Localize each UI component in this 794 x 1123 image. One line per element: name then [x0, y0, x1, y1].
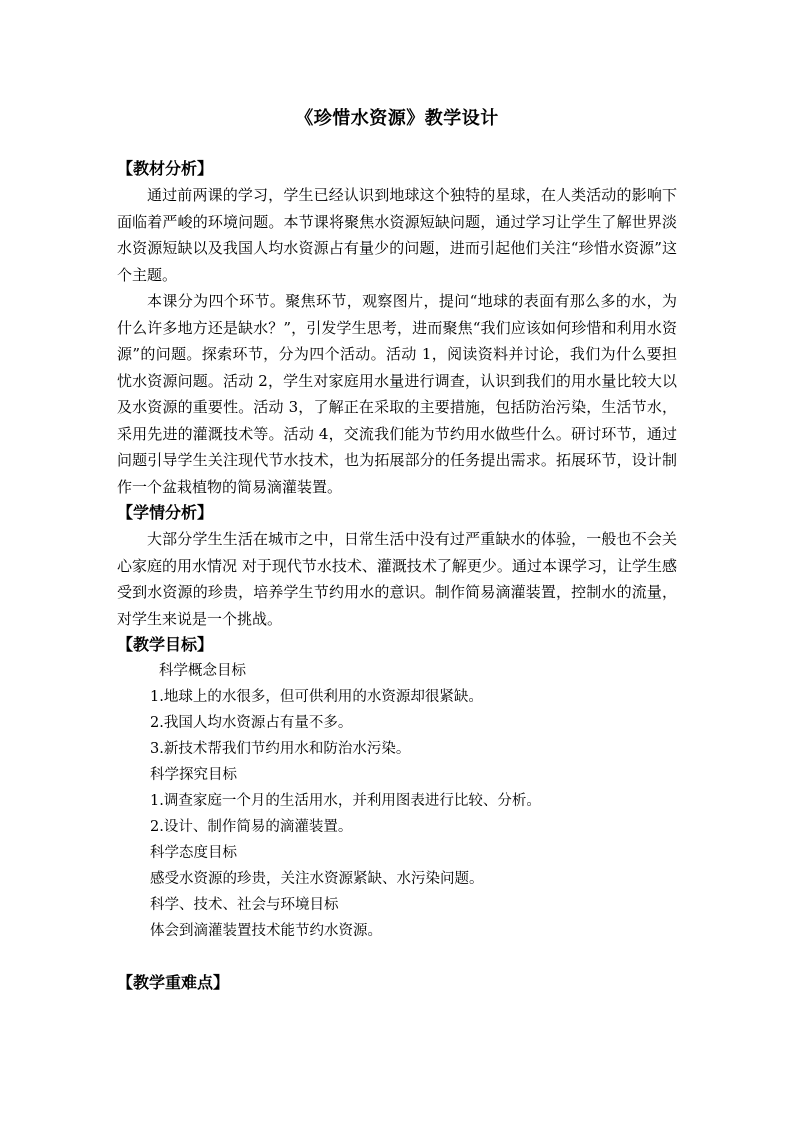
section-heading: 【教学重难点】 [117, 973, 230, 992]
goal-item: 体会到滴灌装置技术能节约水资源。 [150, 923, 382, 939]
goal-category: 科学态度目标 [150, 845, 237, 861]
document-body [117, 156, 677, 996]
section-key-difficulties [117, 970, 677, 996]
goal-category: 科学概念目标 [159, 663, 246, 679]
paragraph: 通过前两课的学习，学生已经认识到地球这个独特的星球，在人类活动的影响下面临着严峻的环境问题。本节课将聚焦水资源短缺问题，通过学习让学生了解世界淡水资源短缺以及我国人均水资源占有量少的问题，进而引起他们关注“珍惜水资源”这个主题。 [117, 186, 677, 284]
goal-item: 1.地球上的水很多，但可供利用的水资源却很紧缺。 [150, 689, 483, 705]
goal-category: 科学、技术、社会与环境目标 [150, 897, 339, 913]
blank-line [117, 944, 677, 970]
section-heading: 【学情分析】 [117, 503, 214, 522]
section-student-analysis [117, 500, 677, 632]
goal-item: 3.新技术帮我们节约用水和防治水污染。 [150, 741, 411, 757]
section-teaching-goals [117, 632, 677, 944]
section-material-analysis [117, 156, 677, 500]
goal-item: 1.调查家庭一个月的生活用水，并利用图表进行比较、分析。 [150, 793, 541, 809]
section-heading: 【教材分析】 [117, 159, 214, 178]
goal-category: 科学探究目标 [150, 767, 237, 783]
paragraph: 大部分学生生活在城市之中，日常生活中没有过严重缺水的体验，一般也不会关心家庭的用水情况 对于现代节水技术、灌溉技术了解更少。通过本课学习，让学生感受到水资源的珍贵，培养学生节约用水的意识。制作简易滴灌装置，控制水的流量，对学生来说是一个挑战。 [117, 530, 677, 628]
goal-item: 2.设计、制作简易的滴灌装置。 [150, 819, 353, 835]
document-title: 《珍惜水资源》教学设计 [295, 108, 499, 129]
section-heading: 【教学目标】 [117, 635, 214, 654]
goal-item: 感受水资源的珍贵，关注水资源紧缺、水污染问题。 [150, 871, 484, 887]
paragraph: 本课分为四个环节。聚焦环节，观察图片，提问“地球的表面有那么多的水，为什么许多地方还是缺水？”，引发学生思考，进而聚焦“我们应该如何珍惜和利用水资源”的问题。探索环节，分为四个活动。活动 1，阅读资料并讨论，我们为什么要担忧水资源问题。活动 2，学生对家庭用水量进行调查，认识到我们的用水量比较大以及水资源的重要性。活动 3，了解正在采取的主要措施，包括防治污染，生活节水，采用先进的灌溉技术等。活动 4，交流我们能为节约用水做些什么。研讨环节，通过问题引导学生关注现代节水技术，也为拓展部分的任务提出需求。拓展环节，设计制作一个盆栽植物的简易滴灌装置。 [117, 292, 677, 496]
goal-item: 2.我国人均水资源占有量不多。 [150, 715, 353, 731]
